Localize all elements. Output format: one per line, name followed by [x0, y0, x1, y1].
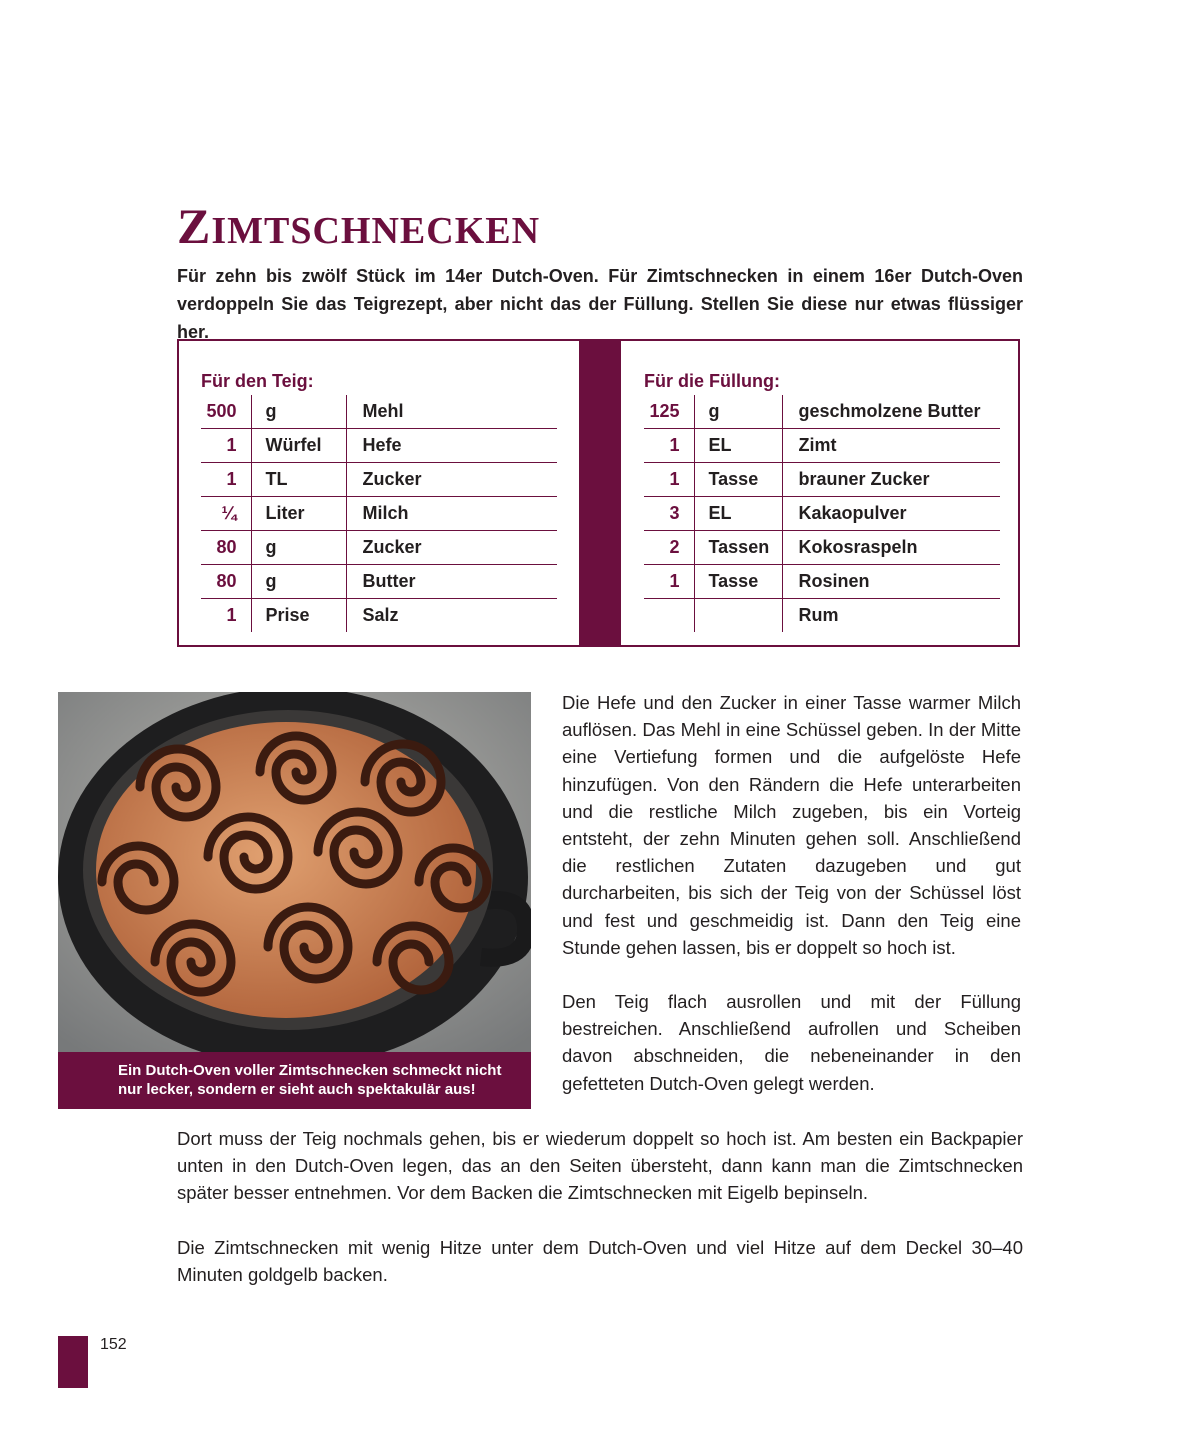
- filling-ingredients: [644, 367, 1000, 632]
- page-number: 152: [100, 1336, 127, 1353]
- ingredient-name: Mehl: [346, 395, 557, 429]
- ingredient-qty: 80: [201, 565, 251, 599]
- ingredient-row: [644, 497, 1000, 531]
- ingredient-unit: g: [251, 395, 346, 429]
- ingredient-row: [644, 395, 1000, 429]
- ingredients-divider: [579, 341, 621, 645]
- ingredient-row: [644, 429, 1000, 463]
- ingredient-row: [201, 463, 557, 497]
- ingredient-row: [201, 599, 557, 633]
- instruction-paragraph: Die Zimtschnecken mit wenig Hitze unter dem Dutch-Oven und viel Hitze auf dem Deckel 30–40 Minuten goldgelb backen.: [177, 1236, 1023, 1285]
- ingredient-row: [644, 599, 1000, 633]
- recipe-title-rest: IMTSCHNECKEN: [211, 210, 541, 253]
- ingredient-unit: Tassen: [694, 531, 782, 565]
- ingredient-name: Salz: [362, 605, 399, 625]
- ingredient-row: [644, 531, 1000, 565]
- ingredient-unit: Prise: [251, 599, 346, 633]
- ingredient-row: [201, 395, 557, 429]
- ingredients-box: [177, 339, 1020, 647]
- dough-table: [201, 395, 557, 632]
- ingredient-row: [201, 565, 557, 599]
- ingredient-unit: Würfel: [251, 429, 346, 463]
- instructions-continued: [177, 1125, 1023, 1288]
- ingredient-qty: 80: [201, 531, 251, 565]
- instruction-paragraph: Dort muss der Teig nochmals gehen, bis er wiederum doppelt so hoch ist. Am besten ein Backpapier unten in den Dutch-Oven legen, das an den Seiten übersteht, dann kann man die Zimtschnecken später besser entnehmen. Vor dem Backen die Zimtschnecken mit Eigelb bepinseln.: [177, 1128, 1023, 1204]
- ingredient-qty: 1: [644, 565, 694, 599]
- ingredient-row: [201, 429, 557, 463]
- ingredient-name: Zucker: [346, 463, 557, 497]
- ingredient-name: Rosinen: [782, 565, 1000, 599]
- ingredient-qty: 1: [201, 463, 251, 497]
- ingredient-name: geschmolzene Butter: [782, 395, 1000, 429]
- ingredient-name: Hefe: [346, 429, 557, 463]
- ingredient-qty: 1: [201, 429, 251, 463]
- ingredient-row: [201, 531, 557, 565]
- recipe-intro: Für zehn bis zwölf Stück im 14er Dutch-Oven. Für Zimtschnecken in einem 16er Dutch-Oven verdoppeln Sie das Teigrezept, aber nicht das der Füllung. Stellen Sie diese nur etwas flüssiger her.: [177, 266, 1023, 342]
- ingredient-unit: Tasse: [694, 565, 782, 599]
- ingredient-unit: g: [251, 565, 346, 599]
- ingredient-qty: 1: [644, 429, 694, 463]
- ingredient-row: [644, 463, 1000, 497]
- ingredient-name: Rum: [798, 605, 839, 625]
- ingredient-name: Butter: [346, 565, 557, 599]
- recipe-title-initial: Z: [177, 198, 212, 255]
- ingredient-unit: TL: [251, 463, 346, 497]
- ingredient-name: Zucker: [346, 531, 557, 565]
- ingredient-row: [201, 497, 557, 531]
- ingredient-unit: [694, 599, 782, 633]
- ingredient-name: Kakaopulver: [782, 497, 1000, 531]
- ingredient-qty: 1: [201, 599, 251, 633]
- filling-heading: Für die Füllung:: [644, 371, 780, 391]
- dough-heading: Für den Teig:: [201, 371, 314, 391]
- ingredient-name: Zimt: [782, 429, 1000, 463]
- ingredient-unit: g: [694, 395, 782, 429]
- ingredient-qty: ¼: [201, 497, 251, 531]
- ingredient-unit: Tasse: [694, 463, 782, 497]
- ingredient-qty: [644, 599, 694, 633]
- ingredient-name: brauner Zucker: [782, 463, 1000, 497]
- ingredient-qty: 3: [644, 497, 694, 531]
- ingredient-unit: EL: [694, 429, 782, 463]
- ingredient-row: [644, 565, 1000, 599]
- instructions-column: [562, 689, 1021, 1097]
- ingredient-qty: 500: [201, 395, 251, 429]
- filling-table: [644, 395, 1000, 632]
- recipe-title: [177, 198, 541, 255]
- instruction-paragraph: Den Teig flach ausrollen und mit der Füllung bestreichen. Anschließend aufrollen und Scheiben davon abschneiden, die nebeneinander in den gefetteten Dutch-Oven gelegt werden.: [562, 991, 1021, 1094]
- ingredient-qty: 2: [644, 531, 694, 565]
- dutch-oven-photo: [58, 692, 531, 1052]
- ingredient-name: Kokosraspeln: [782, 531, 1000, 565]
- photo-caption: Ein Dutch-Oven voller Zimtschnecken schmeckt nicht nur lecker, sondern er sieht auch spektakulär aus!: [58, 1052, 531, 1109]
- ingredient-unit: EL: [694, 497, 782, 531]
- ingredient-unit: g: [251, 531, 346, 565]
- ingredient-qty: 125: [644, 395, 694, 429]
- dough-ingredients: [201, 367, 557, 632]
- ingredient-qty: 1: [644, 463, 694, 497]
- instruction-paragraph: Die Hefe und den Zucker in einer Tasse warmer Milch auflösen. Das Mehl in eine Schüssel geben. In der Mitte eine Vertiefung formen und die aufgelöste Hefe hinzufügen. Von den Rändern die Hefe unterarbeiten und die restliche Milch zugeben, bis ein Vorteig entsteht, der zehn Minuten gehen soll. Anschließend die restlichen Zutaten dazugeben und gut durcharbeiten, bis sich der Teig von der Schüssel löst und fest und geschmeidig ist. Dann den Teig eine Stunde gehen lassen, bis er doppelt so hoch ist.: [562, 692, 1021, 958]
- ingredient-unit: Liter: [251, 497, 346, 531]
- ingredient-name: Milch: [346, 497, 557, 531]
- page-marker: [58, 1336, 88, 1388]
